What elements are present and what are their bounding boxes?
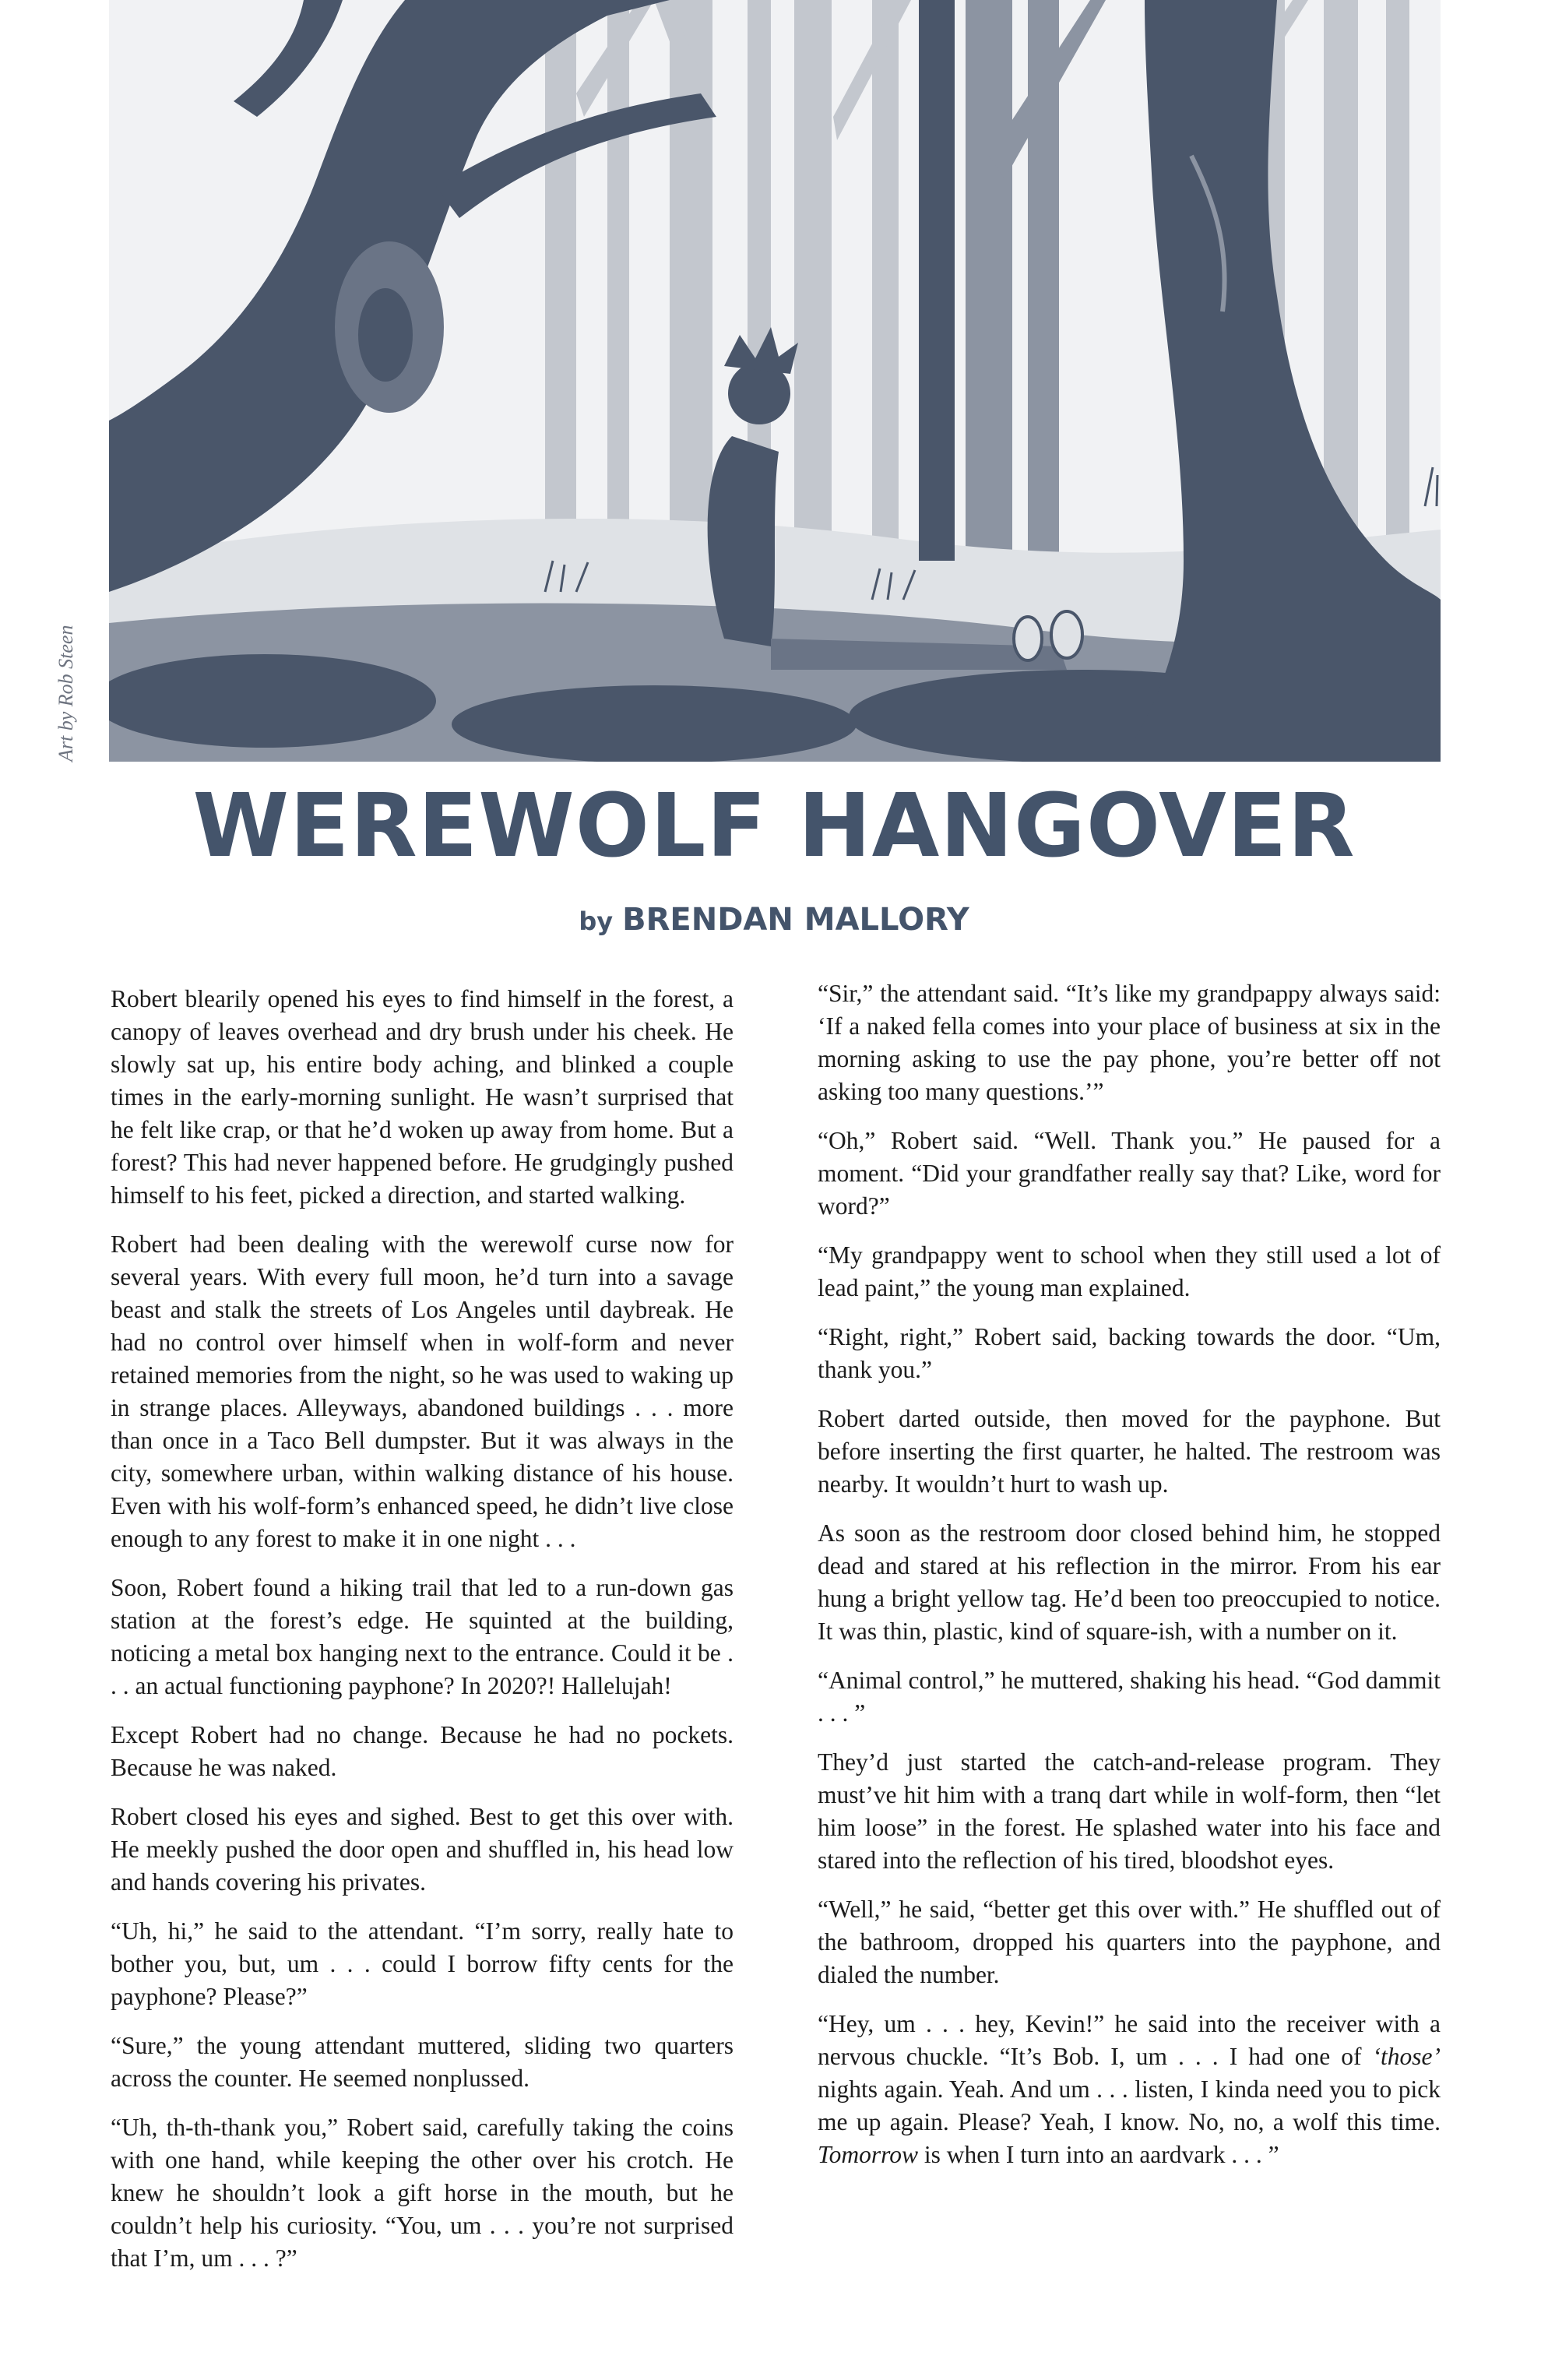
paragraph: Robert closed his eyes and sighed. Best to get this over with. He meekly pushed the door open and shuffled in, his head low and hands covering his privates.: [111, 1803, 734, 1896]
byline: [0, 902, 1548, 938]
paragraph: “Uh, hi,” he said to the attendant. “I’m sorry, really hate to bother you, but, um . . . could I borrow fifty cents for the payphone? Please?”: [111, 1917, 734, 2010]
paragraph: As soon as the restroom door closed behind him, he stopped dead and stared at his reflection in the mirror. From his ear hung a bright yellow tag. He’d been too preoccupied to notice. It was thin, plastic, kind of square-ish, with a number on it.: [818, 1519, 1441, 1645]
final-text-1: “Hey, um . . . hey, Kevin!” he said into the receiver with a nervous chuckle. “It’s Bob. I, um . . . I had one of: [818, 2010, 1441, 2070]
paragraph: Soon, Robert found a hiking trail that led to a run-down gas station at the forest’s edge. He squinted at the building, noticing a metal box hanging next to the entrance. Could it be . . . an actual functioning payphone? In 2020?! Hallelujah!: [111, 1574, 734, 1699]
paragraph: Except Robert had no change. Because he had no pockets. Because he was naked.: [111, 1721, 734, 1781]
paragraph: “Animal control,” he muttered, shaking his head. “God dammit . . . ”: [818, 1667, 1441, 1727]
paragraph: “Oh,” Robert said. “Well. Thank you.” He paused for a moment. “Did your grandfather really say that? Like, word for word?”: [818, 1127, 1441, 1220]
paragraph: “My grandpappy went to school when they still used a lot of lead paint,” the young man explained.: [818, 1241, 1441, 1301]
final-text-3: is when I turn into an aardvark . . . ”: [917, 2141, 1279, 2168]
author-name: BRENDAN MALLORY: [622, 902, 969, 938]
paragraph: “Sir,” the attendant said. “It’s like my grandpappy always said: ‘If a naked fella comes into your place of business at six in the morning asking to use the pay phone, you’re better off not asking too many questions.’”: [818, 980, 1441, 1105]
paragraph: Robert blearily opened his eyes to find himself in the forest, a canopy of leaves overhead and dry brush under his cheek. He slowly sat up, his entire body aching, and blinked a couple times in the early-morning sunlight. He wasn’t surprised that he felt like crap, or that he’d woken up away from home. But a forest? This had never happened before. He grudgingly pushed himself to his feet, picked a direction, and started walking.: [111, 985, 734, 1209]
final-paragraph: [818, 2008, 1441, 2171]
paragraph: “Well,” he said, “better get this over with.” He shuffled out of the bathroom, dropped his quarters into the payphone, and dialed the number.: [818, 1896, 1441, 1988]
text-column-right: [818, 977, 1441, 2188]
paragraph: Robert darted outside, then moved for the payphone. But before inserting the first quarter, he halted. The restroom was nearby. It wouldn’t hurt to wash up.: [818, 1405, 1441, 1498]
final-text-2: nights again. Yeah. And um . . . listen, I kinda need you to pick me up again. Please? Yeah, I know. No, no, a wolf this time.: [818, 2075, 1441, 2135]
paragraph: They’d just started the catch-and-release program. They must’ve hit him with a tranq dart while in wolf-form, then “let him loose” in the forest. He splashed water into his face and stared into the reflection of his tired, bloodshot eyes.: [818, 1748, 1441, 1874]
paragraph: “Sure,” the young attendant muttered, sliding two quarters across the counter. He seemed nonplussed.: [111, 2032, 734, 2092]
forest-illustration-icon: [109, 0, 1441, 762]
paragraph: Robert had been dealing with the werewolf curse now for several years. With every full moon, he’d turn into a savage beast and stalk the streets of Los Angeles until daybreak. He had no control over himself when in wolf-form and never retained memories from the night, so he was used to waking up in strange places. Alleyways, abandoned buildings . . . more than once in a Taco Bell dumpster. But it was always in the city, somewhere urban, within walking distance of his house. Even with his wolf-form’s enhanced speed, he didn’t live close enough to any forest to make it in one night . . .: [111, 1230, 734, 1552]
final-emphasis-1: ‘those’: [1372, 2043, 1441, 2070]
art-credit: Art by Rob Steen: [55, 625, 77, 762]
text-column-left: [111, 983, 734, 2291]
final-emphasis-2: Tomorrow: [818, 2141, 918, 2168]
story-title: WEREWOLF HANGOVER: [192, 776, 1356, 877]
paragraph: “Uh, th-th-thank you,” Robert said, carefully taking the coins with one hand, while keeping the other over his crotch. He knew he shouldn’t look a gift horse in the mouth, but he couldn’t help his curiosity. “You, um . . . you’re not surprised that I’m, um . . . ?”: [111, 2114, 734, 2272]
forest-illustration: [109, 0, 1441, 762]
paragraph: “Right, right,” Robert said, backing towards the door. “Um, thank you.”: [818, 1323, 1441, 1383]
byline-by: by: [579, 907, 614, 936]
